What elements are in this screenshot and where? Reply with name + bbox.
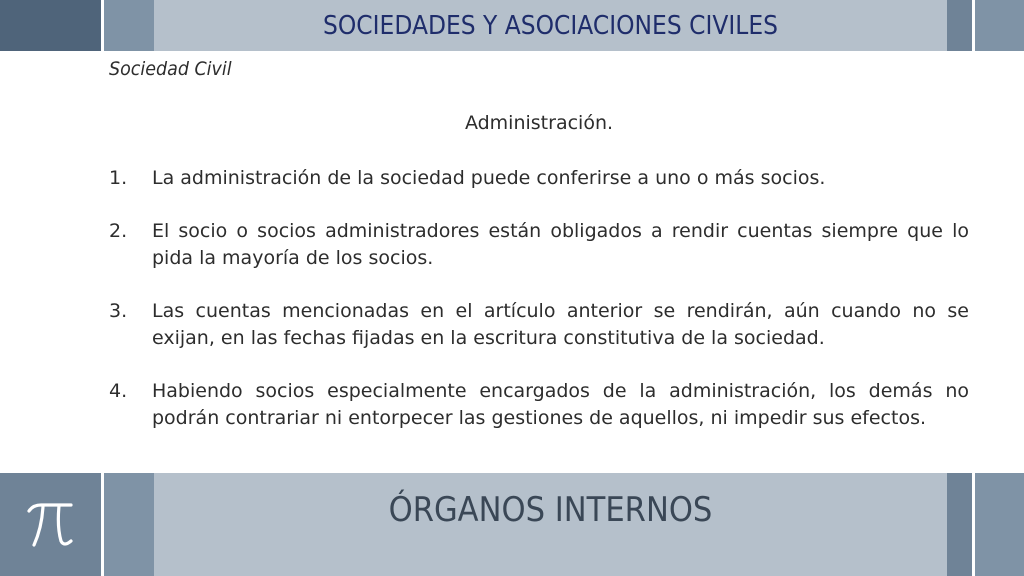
- footer-title: ÓRGANOS INTERNOS: [388, 490, 713, 530]
- list-item-text: La administración de la sociedad puede conferirse a uno o más socios.: [152, 167, 826, 189]
- list-item: [109, 218, 969, 272]
- header-band: [0, 0, 1024, 51]
- pi-icon: [0, 473, 101, 576]
- footer-band: [0, 473, 1024, 576]
- list-item-text: Habiendo socios especialmente encargados de la administración, los demás no podrán contrariar ni entorpecer las gestiones de aquellos, ni impedir sus efectos.: [152, 380, 969, 429]
- subtitle: Sociedad Civil: [109, 58, 232, 80]
- list-item-number: 2.: [109, 220, 128, 242]
- header-block-dark: [0, 0, 101, 51]
- header-block-mid: [104, 0, 154, 51]
- list-item-text: Las cuentas mencionadas en el artículo anterior se rendirán, aún cuando no se exijan, en las fechas fijadas en la escritura constitutiva de la sociedad.: [152, 300, 969, 349]
- list-item: [109, 298, 969, 352]
- section-heading: Administración.: [464, 112, 614, 134]
- list-item-number: 3.: [109, 300, 128, 322]
- list-item-text: El socio o socios administradores están obligados a rendir cuentas siempre que lo pida la mayoría de los socios.: [152, 220, 969, 269]
- footer-block-right: [975, 473, 1024, 576]
- numbered-list: [109, 165, 969, 458]
- footer-block-mid: [104, 473, 154, 576]
- pi-icon-glyph: [23, 497, 79, 553]
- list-item: [109, 165, 969, 192]
- footer-block-edge: [947, 473, 972, 576]
- header-block-edge: [947, 0, 972, 51]
- page-title: SOCIEDADES Y ASOCIACIONES CIVILES: [323, 10, 778, 41]
- header-block-right: [975, 0, 1024, 51]
- list-item-number: 4.: [109, 380, 128, 402]
- list-item: [109, 378, 969, 432]
- list-item-number: 1.: [109, 167, 128, 189]
